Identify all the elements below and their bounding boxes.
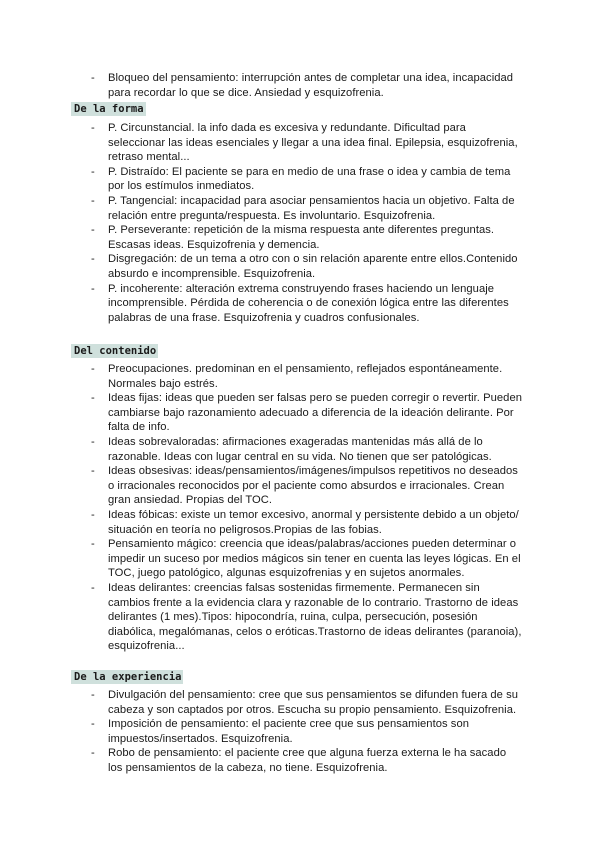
list-item [0,282,600,326]
list-item-text: Ideas fóbicas: existe un temor excesivo, anormal y persistente debido a un objeto/ situación en teoría no peligrosos.Propias de las fobias. [108,508,519,536]
heading-highlight: De la forma [71,102,146,116]
bullet-dash: - [91,194,95,207]
bullet-dash: - [91,538,95,551]
bullet-dash: - [91,435,95,448]
heading-highlight: Del contenido [71,344,158,358]
list-item [0,581,600,654]
heading-highlight: De la experiencia [71,670,183,684]
intro-section [0,71,600,100]
bullet-dash: - [91,718,95,731]
bullet-dash: - [91,392,95,405]
list-item [0,362,600,391]
list-item-text: P. incoherente: alteración extrema construyendo frases haciendo un lenguaje incomprensible. Pérdida de coherencia o de conexión lógica entre las diferentes palabras de una frase. Esquizofrenia y cuadros confusionales. [108,282,509,324]
list-item [0,435,600,464]
contenido-section [0,344,600,654]
list-item-text: Bloqueo del pensamiento: interrupción antes de completar una idea, incapacidad para recordar lo que se dice. Ansiedad y esquizofrenia. [108,72,514,99]
list-item-text: Ideas obsesivas: ideas/pensamientos/imágenes/impulsos repetitivos no deseados o irracionales reconocidos por el paciente como absurdos e irracionales. Crean gran ansiedad. Propias del TOC. [108,465,518,507]
list-item [0,71,600,100]
list-item [0,746,600,775]
list-item [0,508,600,537]
list-item [0,223,600,252]
list-item-text: P. Distraído: El paciente se para en medio de una frase o idea y cambia de tema por los estímulos inmediatos. [108,165,511,193]
list-item-text: Disgregación: de un tema a otro con o sin relación aparente entre ellos.Contenido absurdo e incomprensible. Esquizofrenia. [108,253,518,280]
bullet-dash: - [91,689,95,701]
forma-section [0,102,600,325]
bullet-dash: - [91,465,95,478]
bullet-dash: - [91,747,95,760]
list-item [0,717,600,746]
list-item-text: Ideas fijas: ideas que pueden ser falsas pero se pueden corregir o revertir. Pueden cambiarse bajo razonamiento adecuado a diferencia de la ideación delirante. Por falta de info. [108,392,522,434]
list-item-text: Divulgación del pensamiento: cree que sus pensamientos se difunden fuera de su cabeza y son captados por otros. Escucha su propio pensamiento. Esquizofrenia. [108,689,519,716]
list-item-text: Ideas delirantes: creencias falsas sostenidas firmemente. Permanecen sin cambios frente a la evidencia clara y razonable de lo contrario. Trastorno de ideas delirantes (1 mes).Tipos: hipocondría, ruina, culpa, persecución, posesión diabólica, megalómanas, celos o eróticas.Trastorno de ideas delirantes (paranoia), esquizofrenia... [108,581,522,653]
bullet-dash: - [91,581,95,594]
list-item-text: P. Circunstancial. la info dada es excesiva y redundante. Dificultad para seleccionar las ideas esenciales y llegar a una idea final. Epilepsia, esquizofrenia, retraso mental... [108,122,518,164]
list-item-text: Imposición de pensamiento: el paciente cree que sus pensamientos son impuestos/insertados. Esquizofrenia. [108,718,469,745]
list-item [0,464,600,508]
list-item-text: Ideas sobrevaloradas: afirmaciones exageradas mantenidas más allá de lo razonable. Ideas con lugar central en su vida. No tienen que ser patológicas. [108,435,492,463]
section-heading-forma [71,102,600,116]
bullet-dash: - [91,224,95,237]
list-item [0,391,600,435]
list-item-text: P. Perseverante: repetición de la misma respuesta ante diferentes preguntas. Escasas ideas. Esquizofrenia y demencia. [108,224,495,251]
bullet-dash: - [91,253,95,266]
list-item [0,194,600,223]
list-item [0,688,600,717]
forma-list [0,121,600,325]
list-item [0,252,600,281]
bullet-dash: - [91,72,95,84]
experiencia-section [0,670,600,776]
bullet-dash: - [91,508,95,521]
bullet-dash: - [91,282,95,295]
list-item-text: Robo de pensamiento: el paciente cree que alguna fuerza externa le ha sacado los pensamientos de la cabeza, no tiene. Esquizofrenia. [108,747,507,774]
list-item-text: Pensamiento mágico: creencia que ideas/palabras/acciones pueden determinar o impedir un suceso por medios mágicos sin tener en cuenta las leyes lógicas. En el TOC, juego patológico, algunas esquizofrenias y en sujetos anormales. [108,538,521,580]
bullet-dash: - [91,363,95,375]
bullet-dash: - [91,122,95,134]
intro-list [0,71,600,100]
section-heading-contenido [71,344,600,358]
contenido-list [0,362,600,654]
list-item-text: Preocupaciones. predominan en el pensamiento, reflejados espontáneamente. Normales bajo estrés. [108,363,503,390]
bullet-dash: - [91,165,95,178]
experiencia-list [0,688,600,776]
list-item-text: P. Tangencial: incapacidad para asociar pensamientos hacia un objetivo. Falta de relación entre pregunta/respuesta. Es involuntario. Esquizofrenia. [108,194,515,222]
list-item [0,121,600,165]
list-item [0,165,600,194]
section-heading-experiencia [71,670,600,684]
list-item [0,537,600,581]
